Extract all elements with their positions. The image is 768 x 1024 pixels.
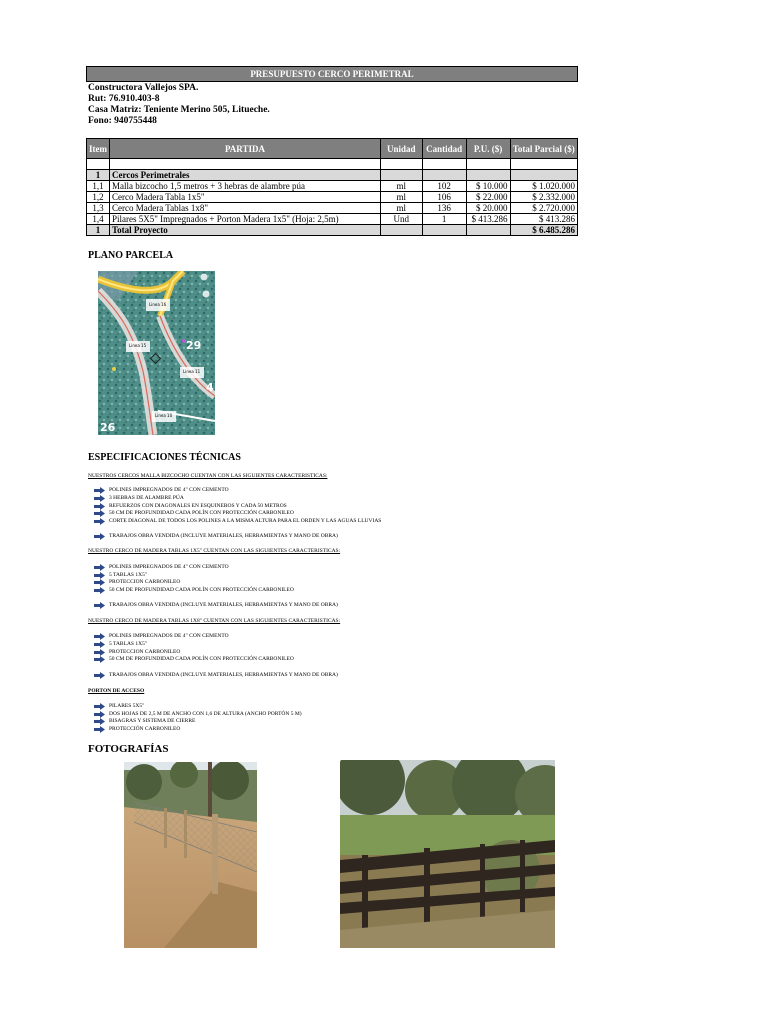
row-partida: Cerco Madera Tabla 1x5" (110, 192, 381, 203)
map-lot-29: 29 (186, 339, 202, 352)
arrow-right-icon (94, 495, 105, 502)
company-info (88, 83, 270, 127)
row-partida: Cerco Madera Tablas 1x8" (110, 203, 381, 214)
spec-item: POLINES IMPREGNADOS DE 4" CON CEMENTO (94, 564, 229, 571)
arrow-right-icon (94, 510, 105, 517)
section-label: Cercos Perimetrales (110, 170, 381, 181)
row-cantidad: 106 (422, 192, 466, 203)
arrow-right-icon (94, 579, 105, 586)
arrow-right-icon (94, 633, 105, 640)
table-header-row (87, 139, 578, 159)
company-name: Constructora Vallejos SPA. (88, 83, 199, 93)
row-item: 1,4 (87, 214, 110, 225)
spec-group-title: PORTON DE ACCESO (88, 688, 145, 694)
spec-item-extra: TRABAJOS OBRA VENDIDA (INCLUYE MATERIALES, HERRAMIENTAS Y MANO DE OBRA) (94, 672, 338, 679)
total-item: 1 (87, 225, 110, 236)
fotografias-heading: FOTOGRAFÍAS (88, 743, 169, 755)
row-partida: Malla bizcocho 1,5 metros + 3 hebras de alambre púa (110, 181, 381, 192)
spec-item: POLINES IMPREGNADOS DE 4" CON CEMENTO (94, 487, 229, 494)
col-header-partida: PARTIDA (110, 139, 381, 159)
spec-item: POLINES IMPREGNADOS DE 4" CON CEMENTO (94, 633, 229, 640)
spec-item-extra: TRABAJOS OBRA VENDIDA (INCLUYE MATERIALES, HERRAMIENTAS Y MANO DE OBRA) (94, 602, 338, 609)
row-total: $ 413.286 (510, 214, 578, 225)
arrow-right-icon (94, 726, 105, 733)
spec-item: 50 CM DE PROFUNDIDAD CADA POLÍN CON PROTECCIÓN CARBONILEO (94, 656, 294, 663)
spec-item: PROTECCION CARBONILEO (94, 649, 180, 656)
section-item: 1 (87, 170, 110, 181)
budget-title: PRESUPUESTO CERCO PERIMETRAL (86, 66, 578, 82)
row-item: 1,3 (87, 203, 110, 214)
arrow-right-icon (94, 641, 105, 648)
map-label-linea10: Linea 10 (155, 413, 173, 418)
row-item: 1,2 (87, 192, 110, 203)
col-header-unidad: Unidad (380, 139, 422, 159)
arrow-right-icon (94, 518, 105, 525)
arrow-right-icon (94, 572, 105, 579)
total-value: $ 6.485.286 (510, 225, 578, 236)
company-phone: Fono: 940755448 (88, 116, 157, 126)
arrow-right-icon (94, 656, 105, 663)
spec-item: PROTECCION CARBONILEO (94, 579, 180, 586)
wire-fence-photo (124, 762, 257, 948)
row-cantidad: 136 (422, 203, 466, 214)
arrow-right-icon (94, 672, 105, 679)
spec-item: 3 HEBRAS DE ALAMBRE PÚA (94, 495, 184, 502)
row-cantidad: 102 (422, 181, 466, 192)
plano-heading: PLANO PARCELA (88, 250, 174, 261)
map-lot-4: 4 (206, 381, 214, 394)
col-header-item: Item (87, 139, 110, 159)
company-rut: Rut: 76.910.403-8 (88, 94, 160, 104)
parcel-map-image (98, 271, 215, 435)
table-row (87, 192, 578, 203)
row-partida: Pilares 5X5" Impregnados + Porton Madera 1x5" (Hoja: 2,5m) (110, 214, 381, 225)
spec-item: CORTE DIAGONAL DE TODOS LOS POLINES A LA MISMA ALTURA PARA EL ORDEN Y LAS AGUAS LLUVIAS (94, 518, 381, 525)
table-row (87, 203, 578, 214)
spec-item-extra: TRABAJOS OBRA VENDIDA (INCLUYE MATERIALES, HERRAMIENTAS Y MANO DE OBRA) (94, 533, 338, 540)
arrow-right-icon (94, 703, 105, 710)
section-row (87, 170, 578, 181)
spec-item: 50 CM DE PROFUNDIDAD CADA POLÍN CON PROTECCIÓN CARBONILEO (94, 510, 294, 517)
row-unidad: ml (380, 192, 422, 203)
map-label-linea15: Linea 15 (129, 343, 147, 348)
spec-item: 50 CM DE PROFUNDIDAD CADA POLÍN CON PROTECCIÓN CARBONILEO (94, 587, 294, 594)
arrow-right-icon (94, 503, 105, 510)
spec-item: DOS HOJAS DE 2,5 M DE ANCHO CON 1,6 DE ALTURA (ANCHO PORTÓN 5 M) (94, 711, 302, 718)
row-pu: $ 20.000 (466, 203, 510, 214)
arrow-right-icon (94, 587, 105, 594)
arrow-right-icon (94, 564, 105, 571)
total-row (87, 225, 578, 236)
arrow-right-icon (94, 602, 105, 609)
total-label: Total Proyecto (110, 225, 381, 236)
row-unidad: ml (380, 181, 422, 192)
table-row (87, 214, 578, 225)
spec-item: REFUERZOS CON DIAGONALES EN ESQUINEROS Y CADA 50 METROS (94, 503, 287, 510)
spec-item: PROTECCIÓN CARBONILEO (94, 726, 180, 733)
spec-group-title: NUESTRO CERCO DE MADERA TABLAS 1X8" CUENTAN CON LAS SIGUIENTES CARACTERISTICAS: (88, 618, 341, 624)
row-unidad: Und (380, 214, 422, 225)
row-unidad: ml (380, 203, 422, 214)
col-header-total: Total Parcial ($) (510, 139, 578, 159)
arrow-right-icon (94, 533, 105, 540)
row-total: $ 1.020.000 (510, 181, 578, 192)
row-item: 1,1 (87, 181, 110, 192)
spec-item: PILARES 5X5" (94, 703, 144, 710)
row-cantidad: 1 (422, 214, 466, 225)
row-pu: $ 413.286 (466, 214, 510, 225)
arrow-right-icon (94, 718, 105, 725)
arrow-right-icon (94, 487, 105, 494)
row-total: $ 2.332.000 (510, 192, 578, 203)
spec-item: BISAGRAS Y SISTEMA DE CIERRE (94, 718, 195, 725)
col-header-cantidad: Cantidad (422, 139, 466, 159)
map-label-linea16: Linea 16 (149, 302, 167, 307)
arrow-right-icon (94, 649, 105, 656)
spec-item: 5 TABLAS 1X5" (94, 641, 147, 648)
row-total: $ 2.720.000 (510, 203, 578, 214)
row-pu: $ 10.000 (466, 181, 510, 192)
especificaciones-heading: ESPECIFICACIONES TÉCNICAS (88, 452, 241, 463)
row-pu: $ 22.000 (466, 192, 510, 203)
budget-table (86, 138, 578, 236)
spec-group-title: NUESTRO CERCO DE MADERA TABLAS 1X5" CUENTAN CON LAS SIGUIENTES CARACTERISTICAS: (88, 548, 341, 554)
table-row (87, 181, 578, 192)
company-address: Casa Matriz: Teniente Merino 505, Litueche. (88, 105, 270, 115)
arrow-right-icon (94, 711, 105, 718)
map-lot-26: 26 (100, 421, 116, 434)
spec-item: 5 TABLAS 1X5" (94, 572, 147, 579)
wood-fence-photo (340, 760, 555, 948)
spec-group-title: NUESTROS CERCOS MALLA BIZCOCHO CUENTAN CON LAS SIGUIENTES CARACTERISTICAS: (88, 473, 328, 479)
col-header-pu: P.U. ($) (466, 139, 510, 159)
map-label-linea11: Linea 11 (183, 369, 201, 374)
